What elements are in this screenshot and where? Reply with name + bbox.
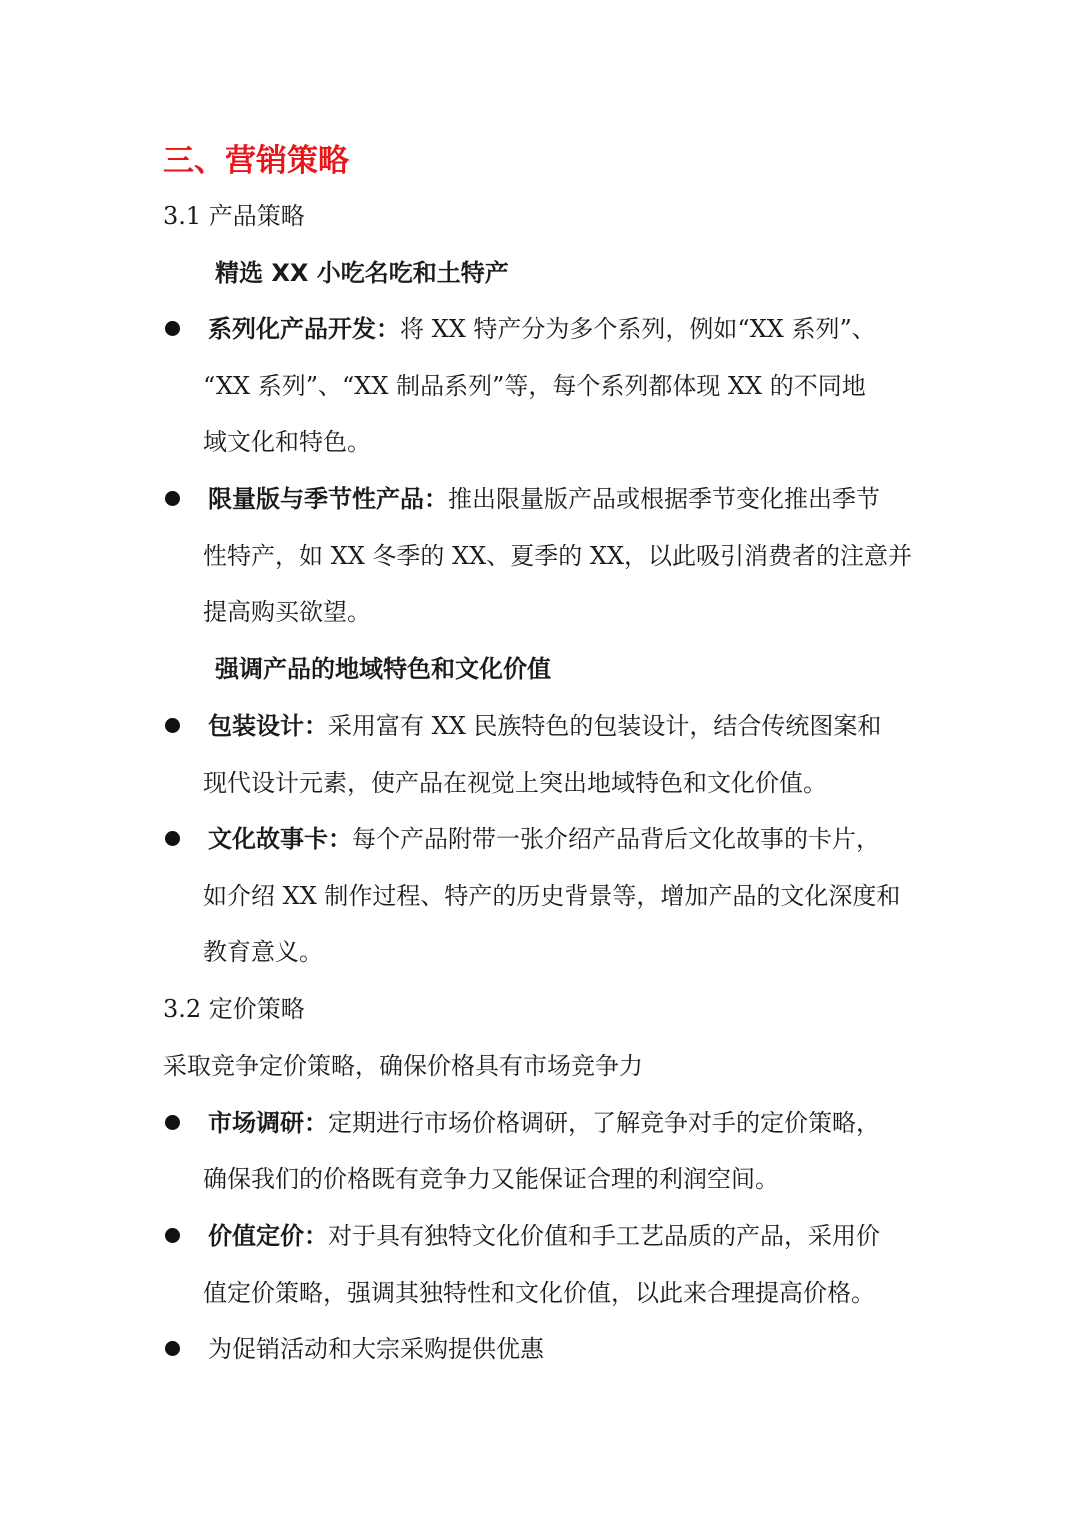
subheading-product-selection: 精选 XX 小吃名吃和土特产 [215, 259, 509, 287]
bullet-market-research-line1 [208, 1104, 880, 1142]
bullet-label: 市场调研： [208, 1109, 328, 1137]
bullet-label: 系列化产品开发： [208, 315, 400, 343]
bullet-label: 包装设计： [208, 712, 328, 740]
bullet-icon [165, 718, 180, 733]
bullet-text: 定期进行市场价格调研，了解竞争对手的定价策略， [328, 1109, 880, 1137]
bullet-market-research-line2: 确保我们的价格既有竞争力又能保证合理的利润空间。 [203, 1165, 779, 1193]
bullet-series-products-line3: 域文化和特色。 [203, 428, 371, 456]
bullet-icon [165, 491, 180, 506]
subsection-title-3-2: 3.2 定价策略 [163, 995, 305, 1023]
bullet-value-pricing-line1 [208, 1217, 880, 1255]
bullet-packaging-line2: 现代设计元素，使产品在视觉上突出地域特色和文化价值。 [203, 769, 827, 797]
bullet-promotion-discounts: 为促销活动和大宗采购提供优惠 [208, 1335, 544, 1363]
bullet-label: 价值定价： [208, 1222, 328, 1250]
bullet-limited-edition-line3: 提高购买欲望。 [203, 598, 371, 626]
bullet-icon [165, 1115, 180, 1130]
bullet-icon [165, 1341, 180, 1356]
bullet-text: 推出限量版产品或根据季节变化推出季节 [448, 485, 880, 513]
bullet-icon [165, 831, 180, 846]
bullet-text: 将 XX 特产分为多个系列，例如“XX 系列”、 [400, 315, 876, 343]
bullet-limited-edition-line2: 性特产，如 XX 冬季的 XX、夏季的 XX，以此吸引消费者的注意并 [203, 542, 913, 570]
subsection-title-3-1: 3.1 产品策略 [163, 202, 305, 230]
bullet-icon [165, 321, 180, 336]
subheading-regional-culture: 强调产品的地域特色和文化价值 [215, 655, 551, 683]
bullet-story-card-line2: 如介绍 XX 制作过程、特产的历史背景等，增加产品的文化深度和 [203, 882, 901, 910]
bullet-series-products-line2: “XX 系列”、“XX 制品系列”等，每个系列都体现 XX 的不同地 [203, 372, 866, 400]
bullet-text: 采用富有 XX 民族特色的包装设计，结合传统图案和 [328, 712, 882, 740]
bullet-label: 限量版与季节性产品： [208, 485, 448, 513]
bullet-value-pricing-line2: 值定价策略，强调其独特性和文化价值，以此来合理提高价格。 [203, 1279, 875, 1307]
bullet-story-card-line3: 教育意义。 [203, 938, 323, 966]
pricing-intro: 采取竞争定价策略，确保价格具有市场竞争力 [163, 1052, 643, 1080]
bullet-icon [165, 1228, 180, 1243]
bullet-text: 对于具有独特文化价值和手工艺品质的产品，采用价 [328, 1222, 880, 1250]
bullet-packaging-line1 [208, 707, 881, 745]
bullet-story-card-line1 [208, 820, 880, 858]
bullet-series-products-line1 [208, 310, 876, 348]
bullet-text: 每个产品附带一张介绍产品背后文化故事的卡片， [352, 825, 880, 853]
section-title: 三、营销策略 [163, 143, 349, 179]
bullet-limited-edition-line1 [208, 480, 880, 518]
bullet-label: 文化故事卡： [208, 825, 352, 853]
